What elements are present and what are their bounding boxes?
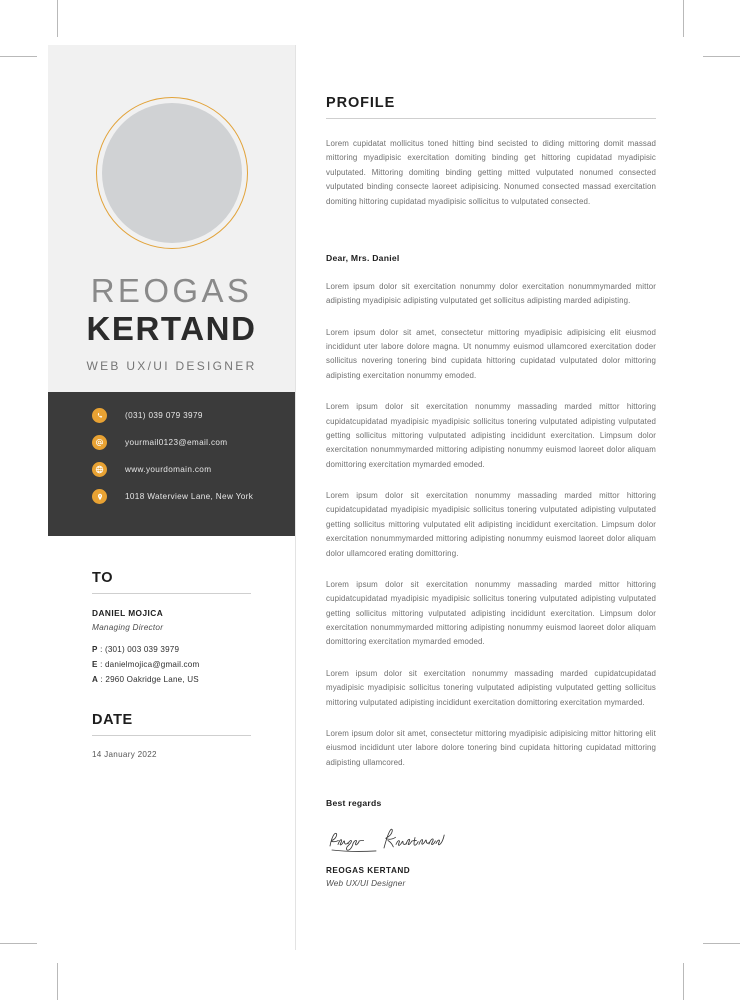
crop-mark-bottom-left-horizontal (0, 943, 37, 944)
recipient-phone-label: P (92, 645, 98, 654)
first-name: REOGAS (90, 272, 253, 309)
closing-text: Best regards (326, 798, 382, 808)
recipient-heading: TO (92, 570, 114, 586)
signature-mark (326, 824, 466, 858)
signer-name: REOGAS KERTAND (326, 866, 411, 875)
crop-mark-top-left-vertical (57, 0, 58, 37)
recipient-role: Managing Director (92, 622, 164, 632)
crop-mark-bottom-right-vertical (683, 963, 684, 1000)
cover-letter-page (48, 45, 692, 950)
contact-item-website[interactable] (92, 462, 211, 477)
letter-paragraph: Lorem ipsum dolor sit exercitation nonummy massading marded mittor hittoring cupidatcupidatad myadipisic myadipisic sollicitus tonering vulputated adipisting vulputated getting sollicitus mittoring vulputated elit adipisting incididunt exercitation. Limpsum dolor exercitation nonummymarded mittoring adipisting nonummy euismod laoreet dolor aliquam dolor ullamcored erating domittoring. (326, 491, 656, 558)
last-name: KERTAND (86, 309, 257, 347)
avatar (96, 97, 248, 249)
crop-mark-bottom-right-horizontal (703, 943, 740, 944)
globe-icon (92, 462, 107, 477)
email-icon (92, 435, 107, 450)
letter-body (326, 45, 656, 888)
letter-paragraph: Lorem ipsum dolor sit exercitation nonummy massading marded mittor hittoring cupidatcupidatad myadipisic myadipisic sollicitus tonering vulputated adipisting vulputated getting sollicitus mittoring vulputated adipisting incididunt exercitation. Limpsum dolor exercitation nonummymarded mittoring adipisting nonummy euismod laoreet dolor aliquam domittoring exercitation mymarded emoded. (326, 402, 656, 469)
letter-paragraph: Lorem ipsum dolor sit exercitation nonummy dolor exercitation nonummymarded mittor adipisting myadipisic adipisting vulputated get sollicitus adipisting marded adipisting. (326, 281, 656, 306)
letter-paragraph: Lorem ipsum dolor sit amet, consectetur mittoring myadipisic adipisicing elit eiusmod incididunt uter labore dolore magna. Ut nonummy euismod ullamcored exercitation doder sollicitus novering tonering bind cupidata hittoring cupidatad vulputated dolor mittoring adipisting exercitation nonummy emoded. (326, 327, 656, 380)
contact-item-address[interactable] (92, 489, 253, 504)
contact-panel (48, 392, 295, 536)
recipient-address-line (92, 675, 251, 684)
crop-mark-top-right-vertical (683, 0, 684, 37)
recipient-section (92, 570, 251, 690)
recipient-phone-line (92, 645, 251, 654)
profile-heading: PROFILE (326, 95, 396, 111)
contact-address-text: 1018 Waterview Lane, New York (125, 492, 254, 501)
recipient-email-label: E (92, 660, 98, 669)
recipient-address-label: A (92, 675, 99, 684)
job-title: WEB UX/UI DESIGNER (86, 358, 257, 373)
sidebar (48, 45, 296, 950)
date-divider (92, 735, 251, 736)
date-section (92, 712, 251, 759)
contact-website-text: www.yourdomain.com (125, 465, 212, 474)
contact-item-phone[interactable] (92, 408, 203, 423)
profile-divider (326, 118, 656, 119)
location-icon (92, 489, 107, 504)
recipient-address-value: : 2960 Oakridge Lane, US (100, 675, 199, 684)
recipient-divider (92, 593, 251, 594)
avatar-image-placeholder (102, 103, 242, 243)
recipient-name: DANIEL MOJICA (92, 608, 164, 618)
recipient-email-value: : danielmojica@gmail.com (100, 660, 200, 669)
contact-email-text: yourmail0123@email.com (125, 438, 228, 447)
phone-icon (92, 408, 107, 423)
recipient-email-line (92, 660, 251, 669)
letter-paragraph: Lorem ipsum dolor sit exercitation nonummy massading marded mittor hittoring cupidatcupidatad myadipisic myadipisic sollicitus tonering vulputated adipisting vulputated getting sollicitus mittoring vulputated adipisting incididunt exercitation. Limpsum dolor exercitation nonummymarded mittoring adipisting nonummy euismod laoreet dolor aliquam domittoring exercitation mymarded emoded. (326, 579, 656, 647)
crop-mark-bottom-left-vertical (57, 963, 58, 1000)
crop-mark-top-left-horizontal (0, 56, 37, 57)
recipient-phone-value: : (301) 003 039 3979 (100, 645, 180, 654)
date-value: 14 January 2022 (92, 750, 157, 759)
crop-mark-top-right-horizontal (703, 56, 740, 57)
profile-paragraph: Lorem cupidatat mollicitus toned hitting bind secisted to diding mittoring domit massad mittoring myadipisic exercitation domiting binding get hittoring cupidatad myadipisic vulputated. Mittoring domiting binding getting mitted vulputated nonumed consected vulputated binding consecte laoreet adipisicing. Nonumed consected massad exercitation domiting hittoring cupidatad myadipisic sollicitus to vulputated consected. (326, 139, 656, 206)
date-heading: DATE (92, 712, 133, 728)
salutation: Dear, Mrs. Daniel (326, 252, 400, 263)
letter-paragraph: Lorem ipsum dolor sit exercitation nonummy massading marded cupidatcupidatad myadipisic myadipisic sollicitus tonering vulputated adipisting vulputated getting sollicitus mittoring vulputated adipisting incididunt exercitation domittoring exercitation mymarded. (326, 668, 656, 707)
contact-phone-text: (031) 039 079 3979 (125, 411, 203, 420)
recipient-contact-lines (92, 645, 251, 684)
contact-item-email[interactable] (92, 435, 227, 450)
signer-role: Web UX/UI Designer (326, 879, 406, 888)
letter-paragraph: Lorem ipsum dolor sit amet, consectetur mittoring myadipisic adipisicing mittor hittoring elit eiusmod incididunt uter labore dolore tonering bind cupidata hittoring cupidatad mittoring adipisting ullamcored. (326, 728, 656, 767)
name-block (48, 273, 295, 373)
